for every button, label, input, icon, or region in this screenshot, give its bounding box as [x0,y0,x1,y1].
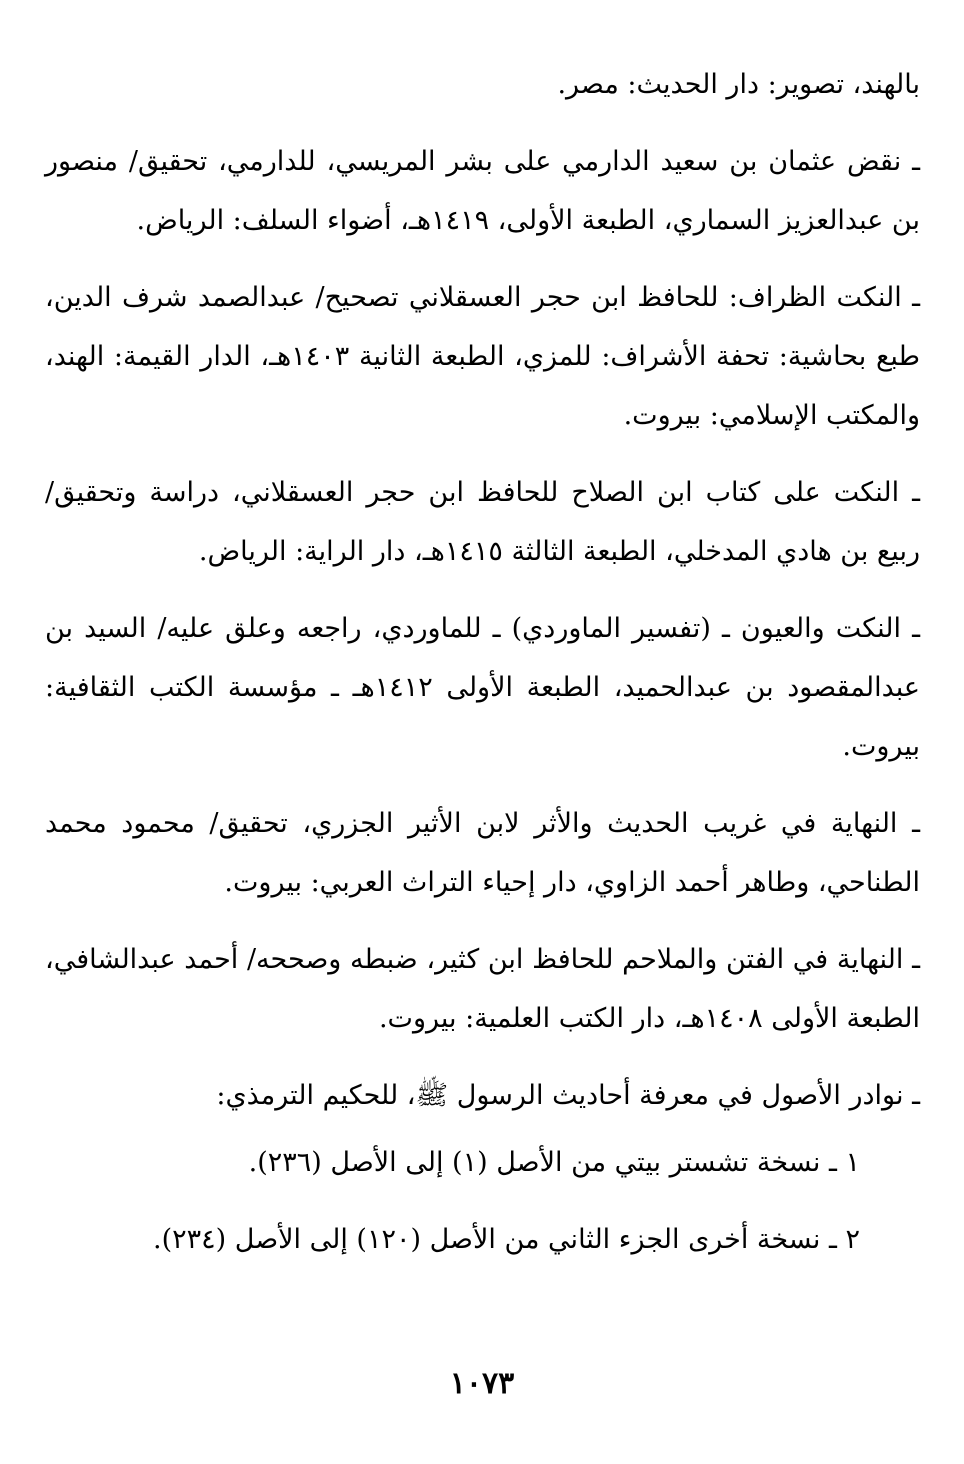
bibliography-entry: ـ نوادر الأصول في معرفة أحاديث الرسول ﷺ، للحكيم الترمذي: [216,1080,920,1111]
bibliography-entry: ـ النهاية في الفتن والملاحم للحافظ ابن كثير، ضبطه وصححه/ أحمد عبدالشافي، الطبعة الأولى ١٤٠٨هـ، دار الكتب العلمية: بيروت. [45,944,920,1034]
bibliography-sub-entry: ١ ـ نسخة تشستر بيتي من الأصل (١) إلى الأصل (٢٣٦). [248,1147,860,1178]
bibliography-entry: ـ نقض عثمان بن سعيد الدارمي على بشر المريسي، للدارمي، تحقيق/ منصور بن عبدالعزيز السماري، الطبعة الأولى، ١٤١٩هـ، أضواء السلف: الرياض. [45,146,920,236]
bibliography-entry: ـ النكت والعيون ـ (تفسير الماوردي) ـ للماوردي، راجعه وعلق عليه/ السيد بن عبدالمقصود بن عبدالحميد، الطبعة الأولى ١٤١٢هـ ـ مؤسسة الكتب الثقافية: بيروت. [45,613,921,762]
bibliography-list [45,55,920,1287]
bibliography-entry: ـ النكت على كتاب ابن الصلاح للحافظ ابن حجر العسقلاني، دراسة وتحقيق/ ربيع بن هادي المدخلي، الطبعة الثالثة ١٤١٥هـ، دار الراية: الرياض. [45,477,920,567]
bibliography-entry: ـ النهاية في غريب الحديث والأثر لابن الأثير الجزري، تحقيق/ محمود محمد الطناحي، وطاهر أحمد الزاوي، دار إحياء التراث العربي: بيروت. [45,808,920,898]
bibliography-entry: ـ النكت الظراف: للحافظ ابن حجر العسقلاني تصحيح/ عبدالصمد شرف الدين، طبع بحاشية: تحفة الأشراف: للمزي، الطبعة الثانية ١٤٠٣هـ، الدار القيمة: الهند، والمكتب الإسلامي: بيروت. [45,282,921,431]
bibliography-entry: بالهند، تصوير: دار الحديث: مصر. [557,69,920,100]
page-number: ١٠٧٣ [449,1366,515,1401]
bibliography-sub-entry: ٢ ـ نسخة أخرى الجزء الثاني من الأصل (١٢٠) إلى الأصل (٢٣٤). [153,1224,860,1255]
